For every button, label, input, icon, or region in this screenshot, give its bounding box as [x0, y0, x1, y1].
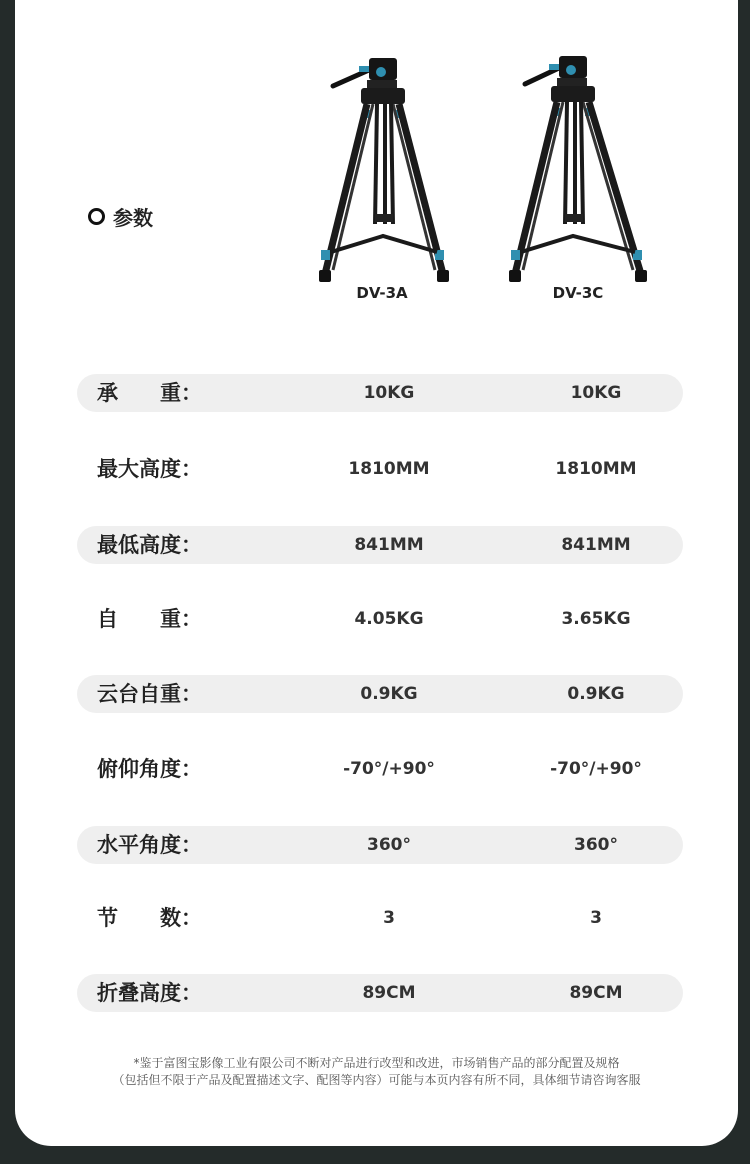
spec-value-dv-3c: 841MM	[561, 535, 631, 555]
spec-label: 云台自重：	[97, 682, 202, 706]
disclaimer-line-1: *鉴于富图宝影像工业有限公司不断对产品进行改型和改进，市场销售产品的部分配置及规格	[133, 1056, 620, 1070]
product-dv-3c	[493, 52, 663, 302]
tripod-image-dv-3a	[297, 52, 467, 284]
model-label: DV-3C	[552, 284, 604, 302]
spec-row-head-weight	[77, 675, 683, 713]
spec-value-dv-3a: 4.05KG	[354, 609, 424, 629]
model-label: DV-3A	[356, 284, 408, 302]
spec-value-dv-3c: 1810MM	[555, 459, 637, 479]
spec-label: 水平角度：	[97, 833, 202, 857]
spec-value-dv-3a: 89CM	[362, 983, 416, 1003]
spec-row-sections	[77, 899, 683, 937]
ring-icon	[88, 208, 105, 225]
spec-value-dv-3a: 3	[383, 908, 395, 928]
spec-value-dv-3c: 3.65KG	[561, 609, 631, 629]
spec-row-tilt-angle	[77, 750, 683, 788]
spec-label: 俯仰角度：	[97, 757, 202, 781]
spec-value-dv-3c: 0.9KG	[567, 684, 625, 704]
tripod-image-dv-3c	[493, 52, 663, 284]
spec-value-dv-3a: 10KG	[363, 383, 415, 403]
spec-value-dv-3c: 3	[590, 908, 602, 928]
spec-value-dv-3a: 841MM	[354, 535, 424, 555]
product-dv-3a	[297, 52, 467, 302]
spec-row-weight	[77, 600, 683, 638]
spec-value-dv-3a: 1810MM	[348, 459, 430, 479]
spec-row-folded-height	[77, 974, 683, 1012]
spec-value-dv-3a: 0.9KG	[360, 684, 418, 704]
spec-label: 节 数：	[97, 906, 202, 930]
section-header	[88, 202, 153, 231]
spec-row-min-height	[77, 526, 683, 564]
section-title: 参数	[113, 206, 153, 230]
disclaimer-line-2: （包括但不限于产品及配置描述文字、配图等内容）可能与本页内容有所不同，具体细节请咨询客服	[112, 1073, 641, 1087]
spec-label: 最低高度：	[97, 533, 202, 557]
spec-label: 最大高度：	[97, 457, 202, 481]
spec-value-dv-3a: -70°/+90°	[343, 759, 435, 779]
spec-row-load	[77, 374, 683, 412]
spec-label: 承 重：	[97, 381, 202, 405]
spec-value-dv-3c: 360°	[574, 835, 618, 855]
spec-row-max-height	[77, 450, 683, 488]
spec-value-dv-3c: 10KG	[570, 383, 622, 403]
spec-row-pan-angle	[77, 826, 683, 864]
spec-label: 自 重：	[97, 607, 202, 631]
spec-value-dv-3c: 89CM	[569, 983, 623, 1003]
spec-value-dv-3a: 360°	[367, 835, 411, 855]
spec-value-dv-3c: -70°/+90°	[550, 759, 642, 779]
spec-label: 折叠高度：	[97, 981, 202, 1005]
